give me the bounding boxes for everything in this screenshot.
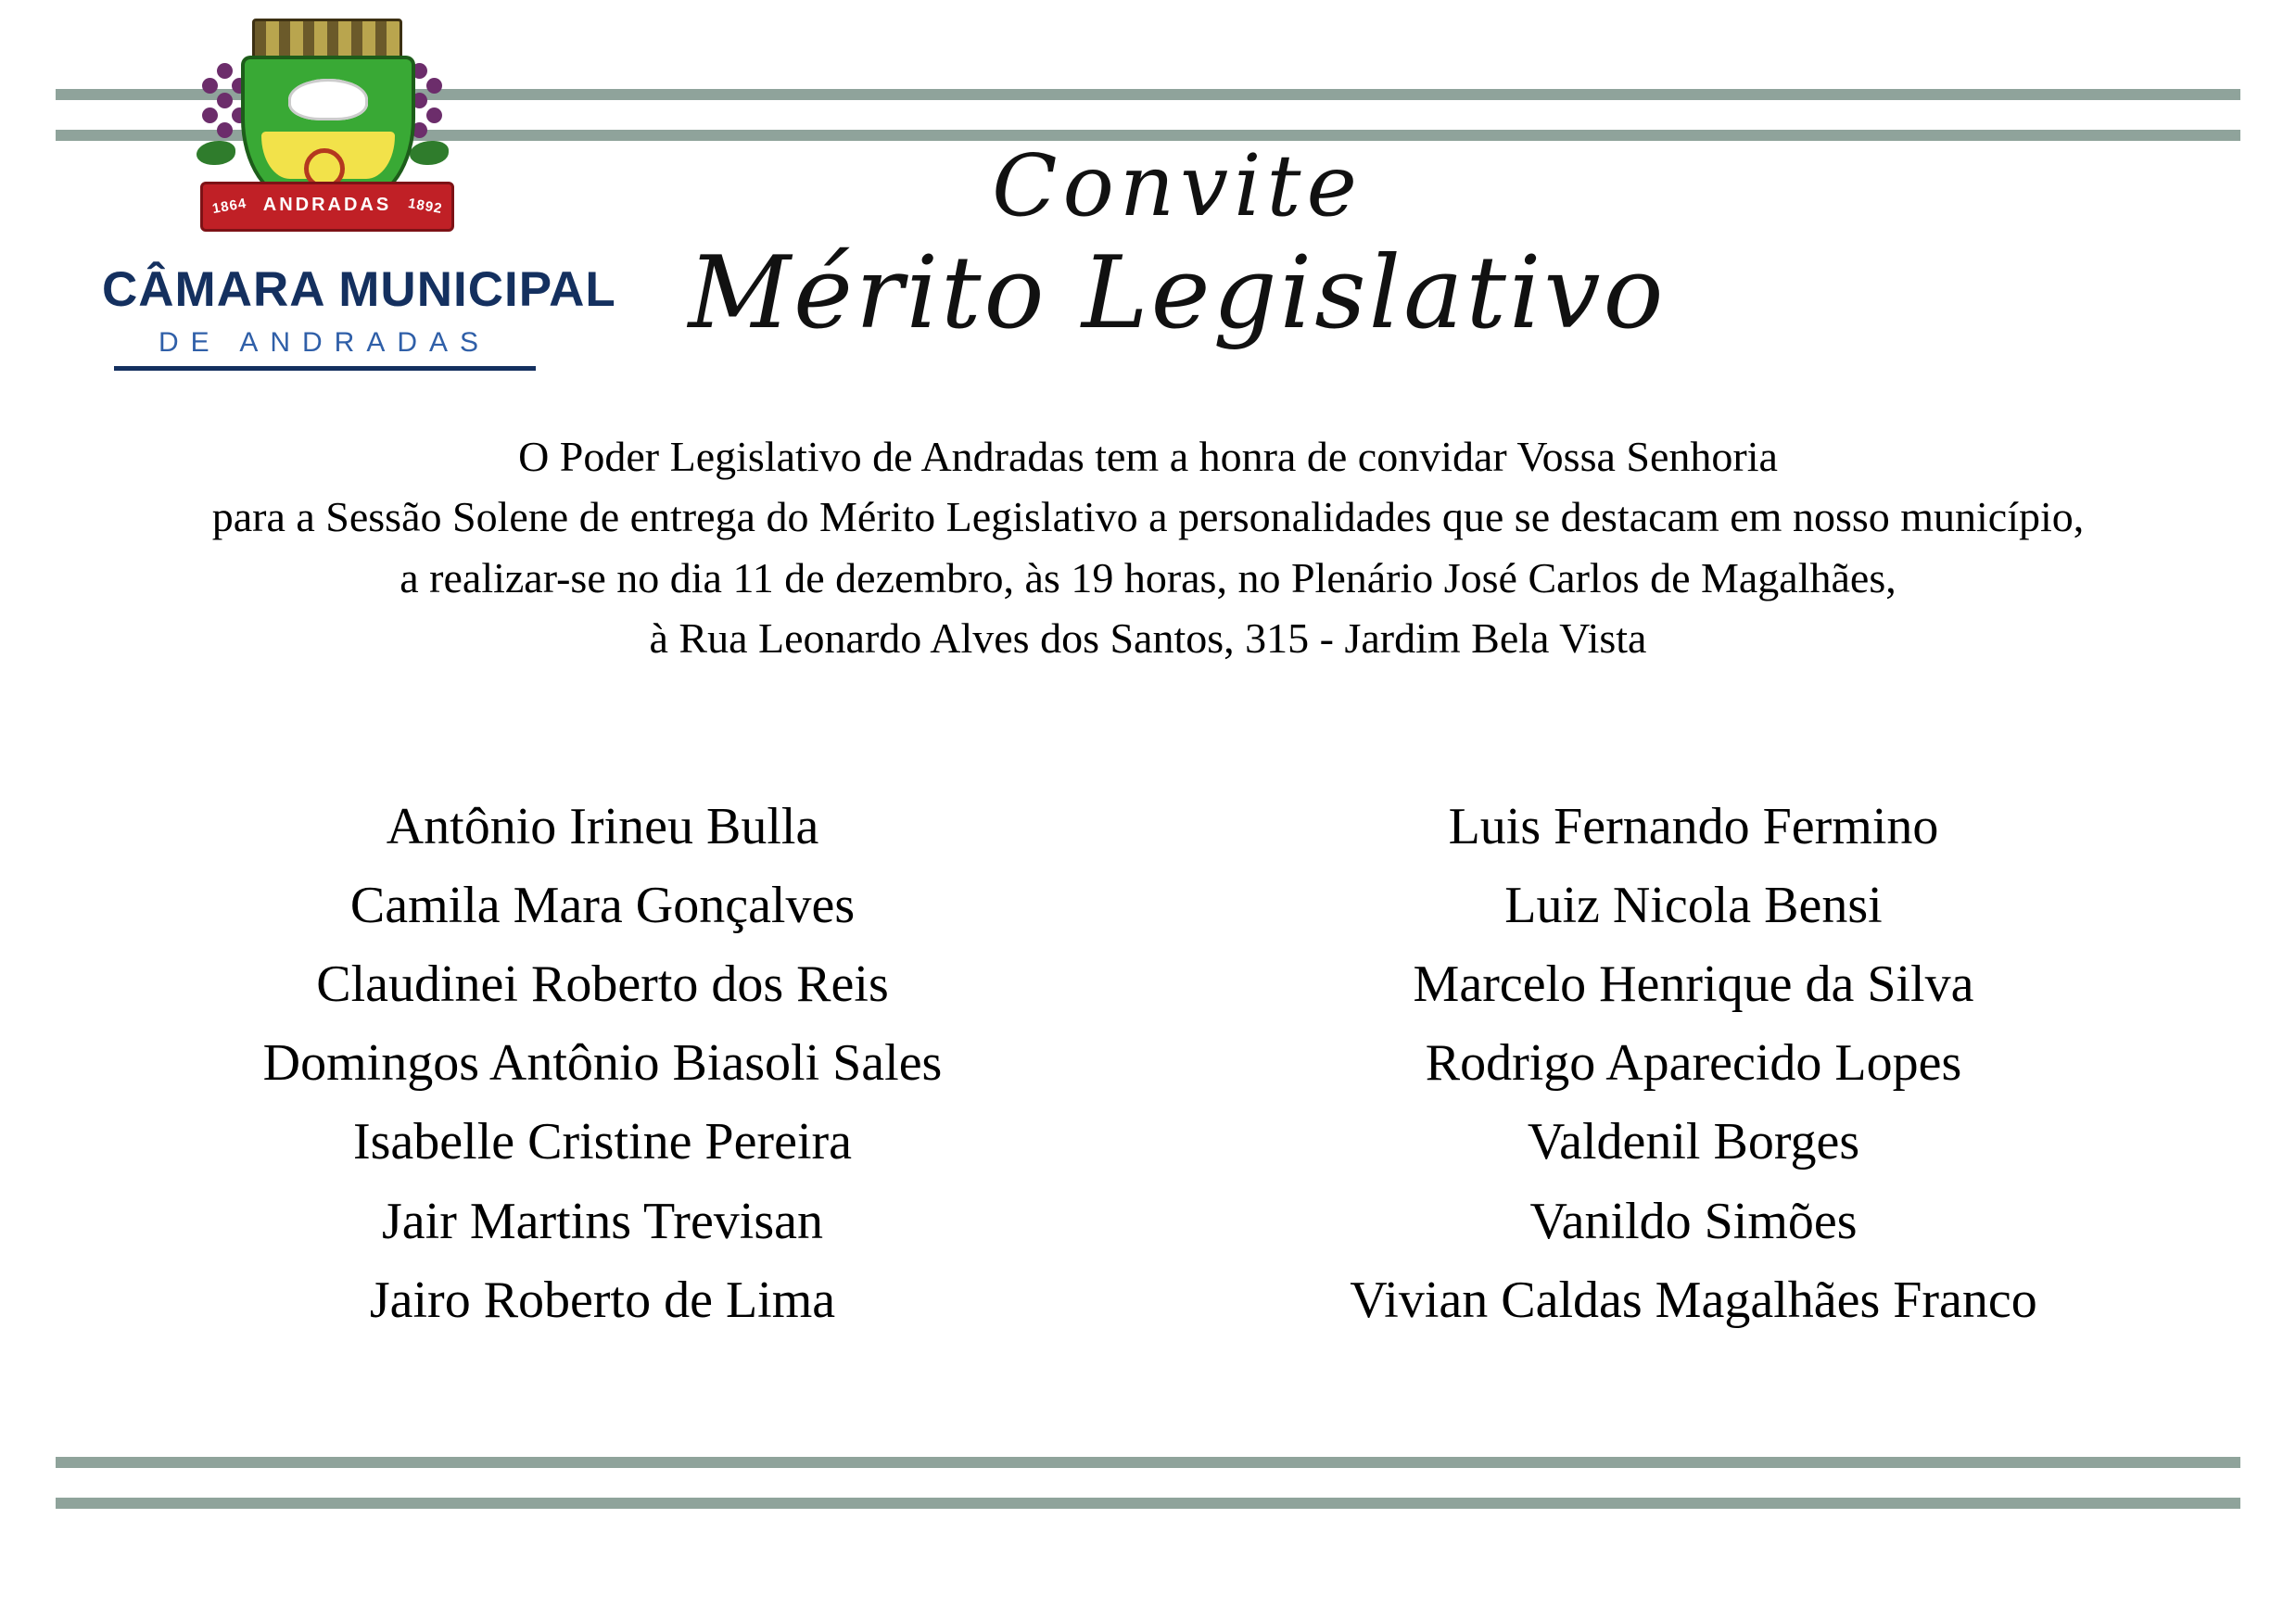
invitation-line: para a Sessão Solene de entrega do Mérito Legislativo a personalidades que se destacam em nosso município,: [211, 493, 2085, 541]
logo-divider: [114, 366, 536, 371]
invitation-line: à Rua Leonardo Alves dos Santos, 315 - Jardim Bela Vista: [649, 614, 1647, 662]
honoree-column-left: [111, 788, 1094, 1340]
honoree-column-right: [1202, 788, 2185, 1340]
list-item: Claudinei Roberto dos Reis: [316, 955, 889, 1014]
institution-logo: [102, 19, 616, 371]
coat-of-arms-icon: [185, 19, 463, 259]
honoree-list: [111, 788, 2185, 1340]
logo-subtitle: DE ANDRADAS: [158, 327, 491, 358]
list-item: Camila Mara Gonçalves: [349, 877, 856, 935]
crest-year-left: 1864: [210, 195, 248, 218]
bottom-rule-lower: [56, 1498, 2240, 1509]
crest-ribbon: [200, 182, 454, 232]
list-item: Jair Martins Trevisan: [382, 1192, 823, 1250]
list-item: Marcelo Henrique da Silva: [1413, 955, 1974, 1014]
invitation-line: O Poder Legislativo de Andradas tem a honra de convidar Vossa Senhoria: [518, 433, 1778, 480]
list-item: Luis Fernando Fermino: [1448, 798, 1939, 855]
bottom-rule-upper: [56, 1457, 2240, 1468]
list-item: Rodrigo Aparecido Lopes: [1425, 1034, 1962, 1093]
list-item: Valdenil Borges: [1527, 1113, 1860, 1171]
list-item: Domingos Antônio Biasoli Sales: [262, 1034, 943, 1093]
logo-title: CÂMARA MUNICIPAL: [102, 262, 616, 317]
invitation-body: [56, 426, 2240, 668]
headline-line-2: Mérito Legislativo: [688, 235, 1667, 352]
headline-line-1: Convite: [992, 136, 1363, 235]
page-title: [575, 136, 1780, 352]
invitation-line: a realizar-se no dia 11 de dezembro, às 19 horas, no Plenário José Carlos de Magalhães,: [400, 553, 1896, 601]
list-item: Isabelle Cristine Pereira: [352, 1113, 852, 1171]
list-item: Jairo Roberto de Lima: [369, 1271, 836, 1329]
list-item: Luiz Nicola Bensi: [1504, 877, 1883, 935]
crest-year-right: 1892: [406, 195, 444, 218]
list-item: Vanildo Simões: [1529, 1192, 1858, 1250]
list-item: Vivian Caldas Magalhães Franco: [1350, 1271, 2037, 1329]
crest-ribbon-text: ANDRADAS: [262, 195, 392, 215]
list-item: Antônio Irineu Bulla: [386, 798, 819, 855]
